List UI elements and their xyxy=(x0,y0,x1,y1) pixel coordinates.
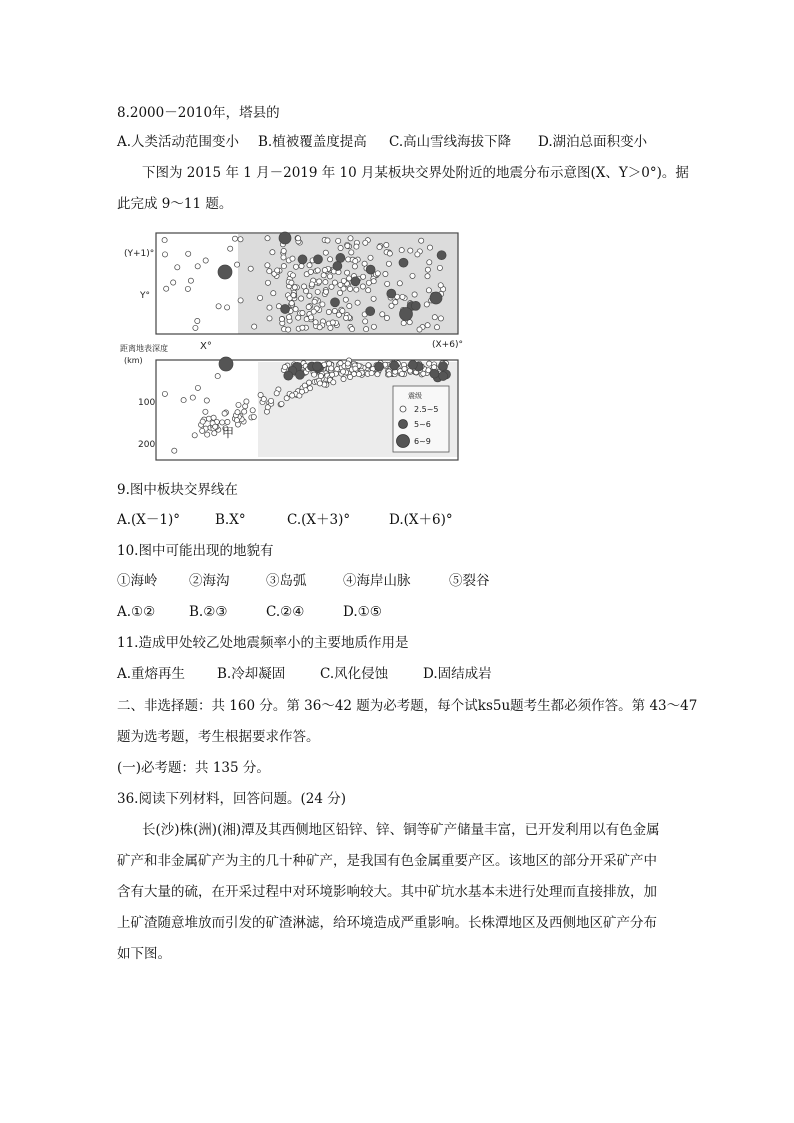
depth-tick-100: 100 xyxy=(138,398,156,408)
quake-dot-small xyxy=(387,251,392,256)
legend-title: 震级 xyxy=(408,392,422,400)
quake-dot-small xyxy=(317,325,322,330)
quake-dot-small xyxy=(188,278,193,283)
quake-dot-small xyxy=(195,318,200,323)
intro-line-2: 此完成 9～11 题。 xyxy=(117,196,233,212)
quake-dot-small xyxy=(291,293,296,298)
quake-dot-small xyxy=(228,246,233,251)
section2-sub: (一)必考题：共 135 分。 xyxy=(117,760,270,776)
q36-para-line-4: 上矿渣随意堆放而引发的矿渣淋滤，给环境造成严重影响。长株潭地区及西侧地区矿产分布 xyxy=(117,915,657,931)
quake-dot-small xyxy=(274,391,279,396)
quake-dot-small xyxy=(258,295,263,300)
quake-dot-small xyxy=(347,303,352,308)
quake-dot-small xyxy=(205,432,210,437)
quake-dot-small xyxy=(377,245,382,250)
quake-dot-small xyxy=(290,273,295,278)
quake-dot-small xyxy=(175,265,180,270)
quake-dot-small xyxy=(384,242,389,247)
quake-dot-small xyxy=(308,315,313,320)
quake-dot-small xyxy=(248,266,253,271)
quake-dot-small xyxy=(317,279,322,284)
quake-dot-large xyxy=(218,265,232,279)
quake-dot-small xyxy=(425,323,430,328)
quake-dot-small xyxy=(171,280,176,285)
quake-dot-medium xyxy=(399,258,408,267)
quake-dot-small xyxy=(293,264,298,269)
quake-dot-small xyxy=(172,448,177,453)
quake-dot-small xyxy=(417,327,422,332)
quake-dot-small xyxy=(284,396,289,401)
q9-option-b: B.X° xyxy=(215,512,246,528)
quake-dot-small xyxy=(336,238,341,243)
quake-dot-small xyxy=(360,284,365,289)
q8-stem: 8.2000－2010年，塔县的 xyxy=(117,105,280,121)
quake-dot-small xyxy=(371,324,376,329)
quake-dot-small xyxy=(384,315,389,320)
q10-choice-3: ③岛弧 xyxy=(266,573,307,589)
quake-dot-small xyxy=(385,281,390,286)
legend-item-small: 2.5~5 xyxy=(414,405,439,414)
quake-dot-small xyxy=(200,419,205,424)
quake-dot-small xyxy=(307,293,312,298)
quake-dot-small xyxy=(320,302,325,307)
quake-dot-small xyxy=(222,411,227,416)
quake-dot-small xyxy=(289,301,294,306)
quake-dot-small xyxy=(325,238,330,243)
quake-dot-small xyxy=(186,251,191,256)
quake-dot-small xyxy=(268,398,273,403)
quake-dot-small xyxy=(410,273,415,278)
quake-dot-small xyxy=(437,265,442,270)
quake-dot-small xyxy=(300,325,305,330)
legend-item-large: 6~9 xyxy=(414,437,431,446)
quake-dot-small xyxy=(323,250,328,255)
quake-dot-small xyxy=(375,372,380,377)
q36-stem: 36.阅读下列材料，回答问题。(24 分) xyxy=(117,791,346,807)
quake-dot-small xyxy=(332,308,337,313)
quake-dot-small xyxy=(349,250,354,255)
quake-dot-small xyxy=(323,289,328,294)
quake-dot-small xyxy=(341,278,346,283)
quake-dot-small xyxy=(363,240,368,245)
quake-dot-medium xyxy=(284,371,293,380)
quake-dot-small xyxy=(216,304,221,309)
quake-dot-small xyxy=(252,324,257,329)
quake-dot-medium xyxy=(366,307,375,316)
quake-dot-small xyxy=(281,255,286,260)
quake-dot-small xyxy=(308,269,313,274)
quake-dot-large xyxy=(279,232,291,244)
quake-dot-small xyxy=(282,365,287,370)
quake-dot-small xyxy=(345,270,350,275)
quake-dot-small xyxy=(279,401,284,406)
quake-dot-medium xyxy=(439,362,448,371)
quake-dot-small xyxy=(354,287,359,292)
quake-dot-small xyxy=(380,312,385,317)
quake-dot-small xyxy=(302,383,307,388)
quake-dot-small xyxy=(244,399,249,404)
quake-dot-small xyxy=(366,363,371,368)
q36-para-line-1: 长(沙)株(洲)(湘)潭及其西侧地区铅锌、锌、铜等矿产储量丰富，已开发利用以有色金属 xyxy=(142,822,660,838)
quake-dot-small xyxy=(421,371,426,376)
quake-dot-small xyxy=(353,259,358,264)
quake-dot-medium xyxy=(390,361,399,370)
q9-option-d: D.(X＋6)° xyxy=(389,512,453,528)
depth-tick-200: 200 xyxy=(138,440,156,450)
q8-option-d: D.湖泊总面积变小 xyxy=(538,134,648,150)
quake-dot-small xyxy=(281,264,286,269)
quake-dot-medium xyxy=(331,298,340,307)
q11-option-b: B.冷却凝固 xyxy=(217,666,286,682)
quake-dot-small xyxy=(427,245,432,250)
quake-dot-small xyxy=(438,283,443,288)
quake-dot-small xyxy=(355,300,360,305)
q11-stem: 11.造成甲处较乙处地震频率小的主要地质作用是 xyxy=(117,635,409,651)
quake-dot-small xyxy=(315,268,320,273)
q36-para-line-2: 矿产和非金属矿产为主的几十种矿产，是我国有色金属重要产区。该地区的部分开采矿产中 xyxy=(117,853,657,869)
quake-dot-small xyxy=(363,319,368,324)
quake-dot-small xyxy=(234,418,239,423)
depth-title: 距离地表深度 xyxy=(120,344,168,353)
quake-dot-small xyxy=(265,236,270,241)
jia-label: 甲 xyxy=(222,426,235,440)
legend-item-medium: 5~6 xyxy=(414,420,431,429)
quake-dot-small xyxy=(375,271,380,276)
quake-dot-small xyxy=(330,320,335,325)
quake-dot-small xyxy=(164,286,169,291)
quake-dot-small xyxy=(235,410,240,415)
quake-dot-medium xyxy=(366,265,375,274)
quake-dot-small xyxy=(242,409,247,414)
quake-dot-small xyxy=(352,264,357,269)
quake-dot-small xyxy=(203,409,208,414)
quake-dot-small xyxy=(270,250,275,255)
quake-dot-small xyxy=(162,391,167,396)
q11-option-d: D.固结成岩 xyxy=(423,666,492,682)
quake-dot-small xyxy=(292,285,297,290)
q9-option-a: A.(X－1)° xyxy=(117,512,181,528)
quake-dot-medium xyxy=(295,370,304,379)
intro-line-1: 下图为 2015 年 1 月－2019 年 10 月某板块交界处附近的地震分布示意图(X、Y＞0°)。据 xyxy=(142,165,689,181)
quake-dot-small xyxy=(419,238,424,243)
quake-dot-small xyxy=(349,327,354,332)
quake-dot-small xyxy=(213,424,218,429)
quake-dot-small xyxy=(366,280,371,285)
q10-option-b: B.②③ xyxy=(189,604,228,620)
quake-dot-small xyxy=(286,327,291,332)
quake-dot-small xyxy=(408,248,413,253)
quake-dot-medium xyxy=(439,372,448,381)
quake-dot-small xyxy=(215,374,220,379)
quake-dot-small xyxy=(204,398,209,403)
quake-dot-small xyxy=(232,236,237,241)
quake-dot-small xyxy=(293,307,298,312)
quake-dot-small xyxy=(362,261,367,266)
quake-dot-small xyxy=(296,236,301,241)
quake-dot-small xyxy=(412,292,417,297)
quake-dot-small xyxy=(251,414,256,419)
quake-dot-small xyxy=(225,305,230,310)
quake-dot-small xyxy=(290,256,295,261)
quake-dot-small xyxy=(279,317,284,322)
quake-dot-small xyxy=(328,257,333,262)
quake-dot-small xyxy=(427,361,432,366)
quake-dot-small xyxy=(212,431,217,436)
quake-dot-small xyxy=(338,245,343,250)
quake-dot-small xyxy=(371,296,376,301)
quake-dot-small xyxy=(323,280,328,285)
quake-dot-small xyxy=(326,309,331,314)
quake-dot-small xyxy=(387,372,392,377)
quake-dot-small xyxy=(190,395,195,400)
quake-dot-medium xyxy=(336,253,345,262)
q10-option-d: D.①⑤ xyxy=(343,604,382,620)
quake-dot-small xyxy=(328,325,333,330)
quake-dot-small xyxy=(195,385,200,390)
quake-dot-small xyxy=(354,244,359,249)
quake-dot-small xyxy=(397,281,402,286)
quake-dot-medium xyxy=(408,360,417,369)
quake-dot-small xyxy=(366,288,371,293)
q8-option-b: B.植被覆盖度提高 xyxy=(258,134,367,150)
quake-dot-small xyxy=(343,297,348,302)
quake-dot-small xyxy=(307,263,312,268)
quake-dot-small xyxy=(343,315,348,320)
quake-dot-small xyxy=(330,372,335,377)
quake-dot-small xyxy=(348,286,353,291)
quake-dot-medium xyxy=(411,301,420,310)
quake-dot-small xyxy=(415,252,420,257)
quake-dot-small xyxy=(193,325,198,330)
q10-stem: 10.图中可能出现的地貌有 xyxy=(117,543,274,559)
section2-line-1: 二、非选择题：共 160 分。第 36～42 题为必考题，每个试ks5u题考生都必须作答。第 43～47 xyxy=(117,698,698,714)
q10-choice-1: ①海岭 xyxy=(117,573,158,589)
quake-dot-small xyxy=(368,255,373,260)
quake-dot-small xyxy=(311,309,316,314)
quake-dot-small xyxy=(426,288,431,293)
depth-unit: (km) xyxy=(124,356,143,365)
quake-dot-small xyxy=(225,419,230,424)
quake-dot-small xyxy=(299,296,304,301)
quake-dot-small xyxy=(267,269,272,274)
quake-dot-small xyxy=(286,315,291,320)
legend-symbol-large xyxy=(397,435,410,448)
quake-dot-small xyxy=(393,300,398,305)
quake-dot-small xyxy=(261,397,266,402)
quake-dot-small xyxy=(383,271,388,276)
quake-dot-small xyxy=(203,258,208,263)
quake-dot-small xyxy=(364,327,369,332)
quake-dot-small xyxy=(300,310,305,315)
quake-dot-small xyxy=(329,366,334,371)
quake-dot-small xyxy=(220,420,225,425)
quake-dot-medium xyxy=(314,255,323,264)
quake-dot-small xyxy=(424,302,429,307)
quake-dot-small xyxy=(369,371,374,376)
quake-dot-small xyxy=(265,263,270,268)
quake-dot-medium xyxy=(430,369,439,378)
quake-dot-small xyxy=(401,321,406,326)
quake-dot-small xyxy=(327,361,332,366)
quake-dot-small xyxy=(296,315,301,320)
quake-dot-small xyxy=(331,380,336,385)
quake-dot-small xyxy=(386,261,391,266)
quake-dot-small xyxy=(345,243,350,248)
quake-dot-small xyxy=(427,260,432,265)
q9-stem: 9.图中板块交界线在 xyxy=(117,482,238,498)
quake-dot-small xyxy=(290,393,295,398)
quake-dot-small xyxy=(353,366,358,371)
q36-para-line-5: 如下图。 xyxy=(117,946,171,962)
x-plus-six-label: (X+6)° xyxy=(432,340,463,350)
quake-dot-small xyxy=(192,433,197,438)
quake-dot-small xyxy=(340,308,345,313)
quake-dot-medium xyxy=(437,251,446,260)
quake-dot-small xyxy=(425,274,430,279)
quake-dot-medium xyxy=(387,289,396,298)
y-label: Y° xyxy=(140,291,150,301)
quake-dot-small xyxy=(162,238,167,243)
quake-dot-small xyxy=(341,376,346,381)
quake-dot-medium xyxy=(298,255,307,264)
quake-dot-small xyxy=(432,315,437,320)
earthquake-distribution-figure xyxy=(118,226,464,464)
quake-dot-small xyxy=(348,374,353,379)
quake-dot-small xyxy=(289,280,294,285)
quake-dot-small xyxy=(238,298,243,303)
quake-dot-small xyxy=(400,294,405,299)
q36-para-line-3: 含有大量的硫，在开采过程中对环境影响较大。其中矿坑水基本未进行处理而直接排放，加 xyxy=(117,884,657,900)
q11-option-a: A.重熔再生 xyxy=(117,666,186,682)
quake-dot-medium xyxy=(375,362,384,371)
q11-option-c: C.风化侵蚀 xyxy=(320,666,389,682)
quake-dot-small xyxy=(309,282,314,287)
quake-dot-small xyxy=(438,316,443,321)
quake-dot-small xyxy=(356,372,361,377)
section2-line-2: 题为选考题，考生根据要求作答。 xyxy=(117,729,320,745)
quake-dot-small xyxy=(250,408,255,413)
q10-choice-4: ④海岸山脉 xyxy=(343,573,411,589)
quake-dot-small xyxy=(200,428,205,433)
quake-dot-medium xyxy=(281,305,290,314)
quake-dot-small xyxy=(304,289,309,294)
quake-dot-small xyxy=(329,284,334,289)
quake-dot-small xyxy=(299,389,304,394)
quake-dot-small xyxy=(275,268,280,273)
quake-dot-medium xyxy=(333,262,342,271)
quake-dot-small xyxy=(338,361,343,366)
quake-dot-small xyxy=(399,248,404,253)
quake-dot-small xyxy=(425,267,430,272)
quake-dot-small xyxy=(312,372,317,377)
quake-dot-small xyxy=(317,381,322,386)
q8-option-c: C.高山雪线海拔下降 xyxy=(389,134,512,150)
quake-dot-small xyxy=(315,289,320,294)
quake-dot-small xyxy=(345,361,350,366)
quake-dot-small xyxy=(341,369,346,374)
q10-choice-5: ⑤裂谷 xyxy=(449,573,490,589)
legend-symbol-medium xyxy=(399,420,408,429)
quake-dot-small xyxy=(313,320,318,325)
q8-option-a: A.人类活动范围变小 xyxy=(117,134,240,150)
quake-dot-small xyxy=(322,268,327,273)
quake-dot-small xyxy=(434,325,439,330)
quake-dot-small xyxy=(281,248,286,253)
quake-dot-small xyxy=(211,415,216,420)
quake-dot-small xyxy=(371,279,376,284)
quake-dot-small xyxy=(195,264,200,269)
y-plus-one-label: (Y+1)° xyxy=(124,249,155,259)
quake-dot-medium xyxy=(313,362,322,371)
quake-dot-small xyxy=(181,398,186,403)
quake-dot-small xyxy=(185,286,190,291)
quake-dot-small xyxy=(162,252,167,257)
x-label: X° xyxy=(200,341,212,352)
quake-dot-small xyxy=(236,402,241,407)
quake-dot-small xyxy=(238,237,243,242)
q10-option-c: C.②④ xyxy=(266,604,305,620)
quake-dot-small xyxy=(267,316,272,321)
quake-dot-small xyxy=(337,290,342,295)
q10-choice-2: ②海沟 xyxy=(189,573,230,589)
quake-dot-small xyxy=(206,416,211,421)
quake-dot-small xyxy=(267,305,272,310)
quake-dot-small xyxy=(306,304,311,309)
quake-dot-large xyxy=(219,357,233,371)
q10-option-a: A.①② xyxy=(117,604,156,620)
quake-dot-small xyxy=(265,280,270,285)
quake-dot-small xyxy=(235,262,240,267)
quake-dot-medium xyxy=(351,277,360,286)
quake-dot-small xyxy=(312,299,317,304)
quake-dot-small xyxy=(321,273,326,278)
quake-dot-small xyxy=(348,236,353,241)
quake-dot-large xyxy=(400,308,413,321)
quake-dot-small xyxy=(399,371,404,376)
quake-dot-small xyxy=(271,291,276,296)
quake-dot-small xyxy=(318,373,323,378)
quake-dot-large xyxy=(430,292,442,304)
quake-dot-small xyxy=(327,274,332,279)
quake-dot-small xyxy=(402,366,407,371)
legend-symbol-small xyxy=(400,406,406,412)
q9-option-c: C.(X＋3)° xyxy=(287,512,351,528)
